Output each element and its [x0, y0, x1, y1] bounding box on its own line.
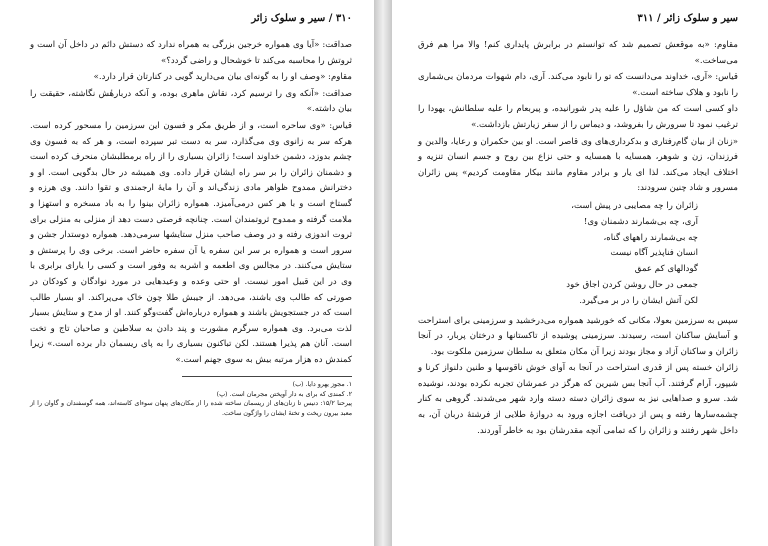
- footnotes: [30, 380, 352, 418]
- poem-line: جمعی در حال روشن کردن اجاق خود: [566, 279, 698, 290]
- paragraph: قیاس: «آری، خداوند می‌دانست که تو را نابود می‌کند. آری، دام شهوات مردمان بی‌شماری را نابود و هلاک ساخته است.»: [418, 72, 738, 98]
- book-gutter: [374, 0, 392, 546]
- footnote: پیرحنا ۱۵/۲: دنیس تا زنان‌های از ریسمان ساخته شده را از مکان‌های پنهان سوء‌ای کاسته‌اند، همه گوسفندان و گاوان را از معبد بیرون ریخت و تختهٔ ایشان را واژگون ساخت.: [30, 400, 352, 417]
- poem-line: زائران را چه مصایبی در پیش است،: [571, 200, 698, 211]
- right-page-header: سیر و سلوک زائر / ۳۱۱: [637, 13, 738, 24]
- left-page-header: ۳۱۰ / سیر و سلوک زائر: [251, 13, 352, 24]
- paragraph: زائران خسته پس از قدری استراحت در آنجا به آوای خوش ناقوسها و طنین دلنواز کرنا و شیپور، آرام گرفتند. آب آنجا بس شیرین که هرگز در عمرشان تجربه نکرده بودند، نوشیده شد. سرو و صداهایی نیز به سوی زائران دسته دسته وارد شهر می‌شدند. گروهی به کنار چشمه‌سارها رفته و پس از دریافت اجازه ورود به دروازهٔ طلایی از فرشتهٔ دربان آن، به داخل شهر رفتند و زائران را که تمامی آنچه مقدرشان بود به خاطر آوردند.: [418, 363, 738, 436]
- poem-line: گودالهای کم عمق: [634, 264, 698, 275]
- poem-line: چه بی‌شمارند راههای گناه،: [603, 232, 698, 243]
- poem: [418, 199, 698, 310]
- footnote: ۱. مجوز یهرو دایا. (ب): [292, 381, 352, 389]
- paragraph: صداقت: «آیا وی همواره خرجین بزرگی به همراه ندارد که دستش دائم در داخل آن است و ثروتش را محاسبه می‌کند تا خوشحال و راضی گردد؟»: [30, 40, 352, 66]
- paragraph: صداقت: «آنکه وی را ترسیم کرد، نقاش ماهری بوده، و آنکه دربارهٔش نگاشته، حقیقت را بیان داشته.»: [30, 88, 352, 115]
- poem-line: لکن آتش ایشان را در بر می‌گیرد.: [579, 295, 698, 306]
- footnote: ۲. کمندی که برای به دار آویختن مجرمان است. (پ): [216, 390, 352, 398]
- paragraph: قیاس: «وی ساحره است، و از طریق مکر و فسون این سرزمین را مسحور کرده است. هرکه سر به زانوی وی می‌گذارد، سر به دست تبر سپرده است، و هر که به فسون وی چشم بدوزد، دشمن خداوند است! زائران بسیاری را از راه برمطلبشان منحرف کرده است و دشمنان زائران را بر سر راه ایشان قرار داده. وی همیشه در حال بدگویی است. او و دخترانش ممدوح ظواهر مادی زندگی‌اند و آن را مایهٔ ارجمندی و تقوا دانند. وی هرزه و گستاخ است و با هر کس درمی‌آمیزد. همواره زائران بینوا را به باد مسخره و استهزا و ملامت گرفته و ممدوح ثروتمندان است. چنانچه فرصتی دست دهد از منزلی به منزلی برای ثروت اندوزی رفته و در وصف صاحب منزل ستایشها سرمی‌دهد. همواره دوستدار جشن و سرور است و همواره بر سر این سفره یا آن سفره حاضر است. برخی وی را پرستش و ستایش می‌کنند. در مجالس وی اطعمه و اشربه به وفور است و کسی را یارای برابری با وی در این قبیل امور نیست. او حتی وعده و وعیدهایی در مورد نوادگان و کودکان در صورتی که طالب وی باشند، می‌دهد. از جیبش طلا چون خاک می‌پراکند. او بسیار طالب است که در جستجویش باشند و همواره درباره‌اش گفت‌وگو کنند. او از مدح و ستایش بسیار لذت می‌برد. وی همواره سرگرم مشورت و پند دادن به سلاطین و صاحبان تاج و تخت است. آنان هم پذیرا هستند. لکن تباکنون بسیاری را به پای ریسمان دار برده است.» زیرا کمندش ده هزار مرتبه بیش به سوی جهنم است.»: [30, 120, 352, 365]
- poem-line: انسان فناپذیر آگاه نیست: [610, 248, 698, 259]
- paragraph: مقاوم: «وصف او را به گونه‌ای بیان می‌دارید گویی در کنارتان قرار دارد.»: [93, 72, 352, 83]
- paragraph: مقاوم: «به موقعش تصمیم شد که توانستم در برابرش پایداری کنم! والا مرا هم فرق می‌ساخت.»: [418, 40, 738, 66]
- right-page-body: [418, 38, 738, 439]
- left-page: [0, 0, 374, 546]
- footnote-divider: [182, 376, 352, 377]
- left-page-body: [30, 38, 352, 368]
- paragraph: «زنان از بیان گام‌رفتاری و بدکرداری‌های وی قاصر است. او بین حکمران و رعایا، والدین و فرزندان، زن و شوهر، همسایه با همسایه و حتی نزاع بین روح و جسم انسان تنزیه و اختلاف ایجاد می‌کند. لذا ای یار و برادر مقاوم مانند بیکار مقاومت کردیم» پس زائران مسرور و شاد چنین سرودند:: [418, 136, 738, 194]
- paragraph: داو کسی است که من شاؤل را علیه پدر شورانیده، و پیربعام را علیه سلطانش، یهودا را ترغیب نمود تا سرورش را بفروشد، و دیماس را از سفر زیارتش بازداشت.»: [418, 104, 738, 130]
- paragraph: سپس به سرزمین بعولا، مکانی که خورشید همواره می‌درخشید و سرزمینی برای استراحت و آسایش ساکنان است، رسیدند. سرزمینی پوشیده از تاکستانها و درختان پربار، در آنجا زائران و ساکنان آزاد و مجاز بودند زیرا آن مکان متعلق به سلطان سرزمین ملکوت بود.: [418, 315, 738, 357]
- right-page: [392, 0, 768, 546]
- poem-line: آری، چه بی‌شمارند دشمنان وی!: [583, 216, 698, 227]
